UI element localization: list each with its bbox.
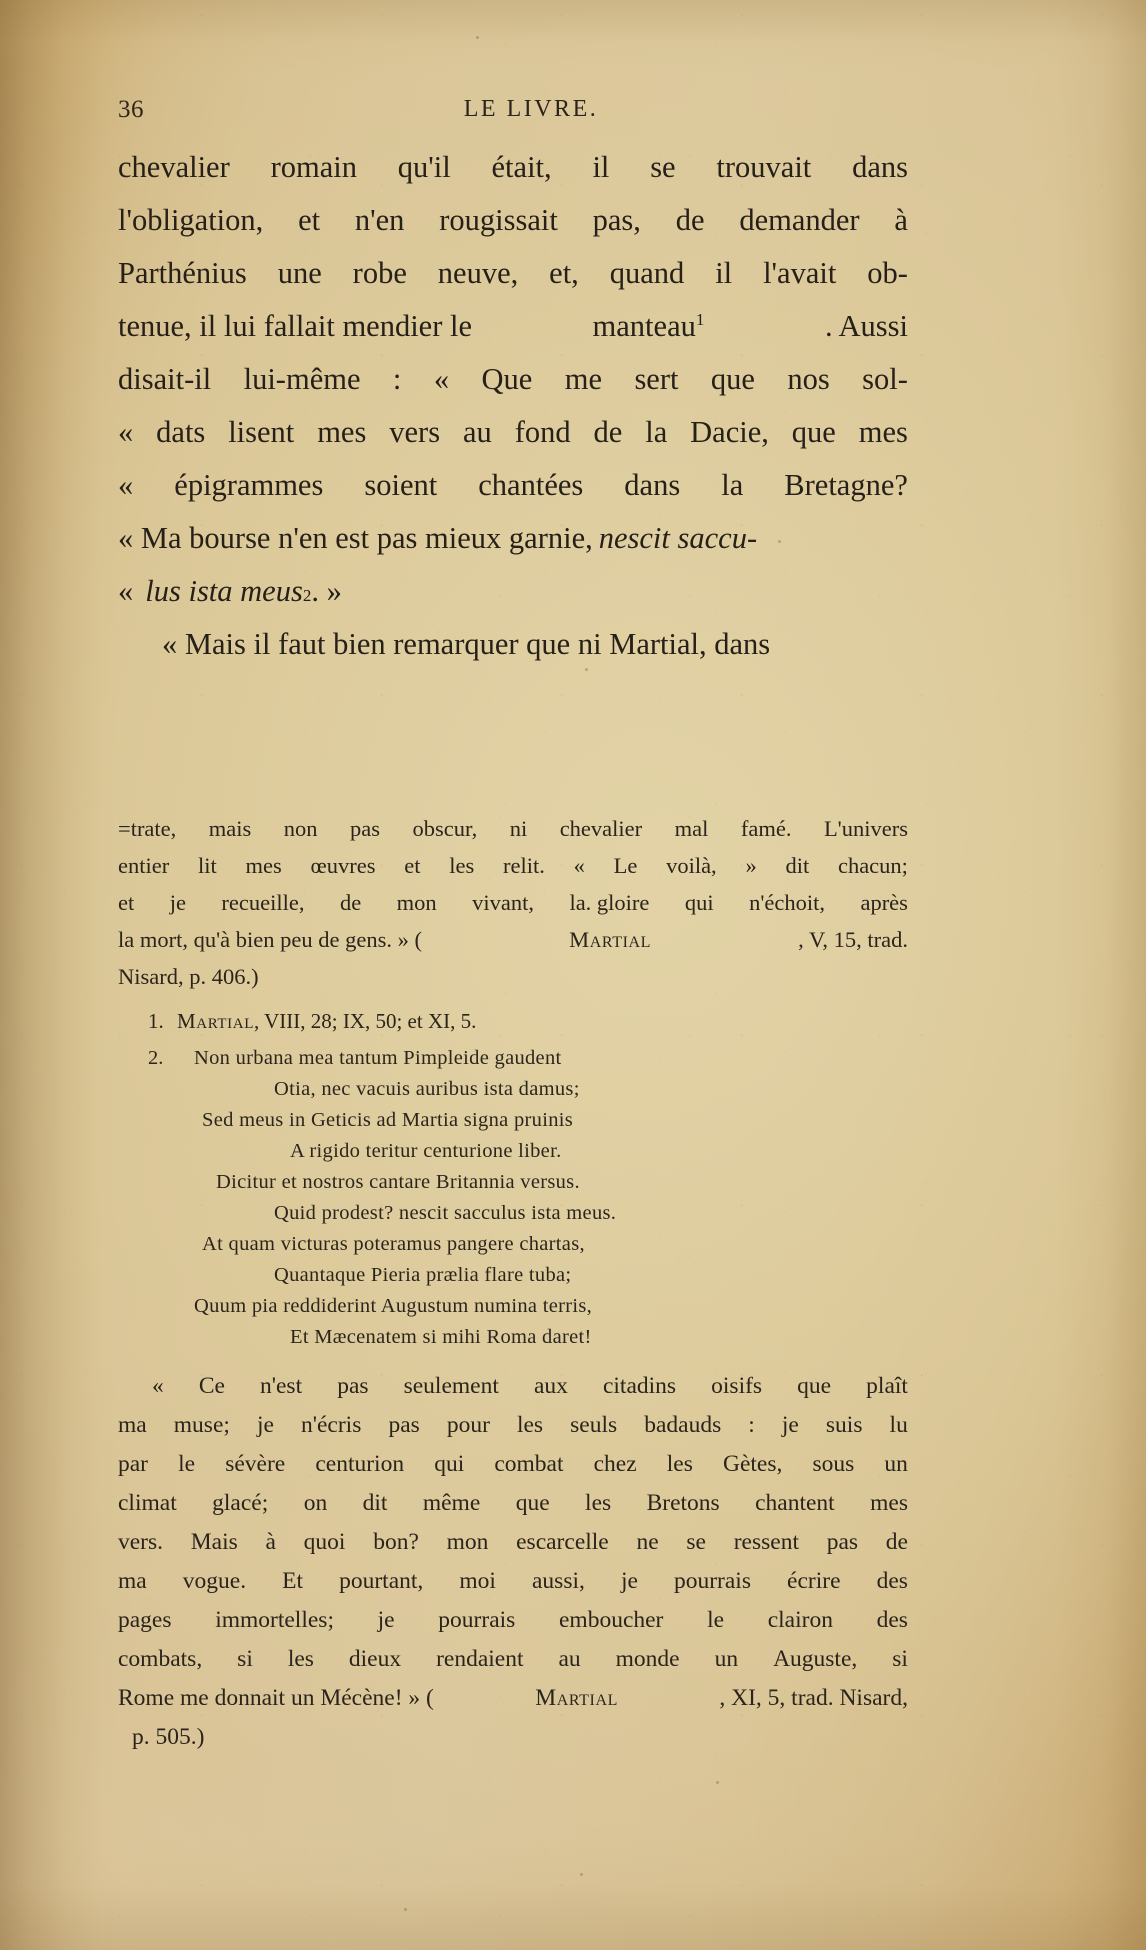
verse-gutter <box>118 1260 194 1291</box>
verse-gutter <box>118 1136 194 1167</box>
author-small-caps: Martial <box>177 1009 254 1033</box>
book-gutter-shadow <box>0 0 118 1950</box>
verse-gutter <box>118 1074 194 1105</box>
verse-line-row <box>118 1291 908 1322</box>
footnote-line: ma vogue. Et pourtant, moi aussi, je pourrais écrire des <box>118 1568 908 1594</box>
verse-line: Quantaque Pieria prælia flare tuba; <box>274 1264 572 1286</box>
footnote-line: climat glacé; on dit même que les Bretons chantent mes <box>118 1490 908 1516</box>
footnote-continuation-paragraph <box>118 818 908 1003</box>
verse-line: Dicitur et nostros cantare Britannia versus. <box>216 1171 580 1193</box>
body-line <box>118 629 908 682</box>
verse-line: Quum pia reddiderint Augustum numina terris, <box>194 1295 593 1317</box>
footnote-ref-1: manteau$^1$ <box>592 309 705 343</box>
body-line <box>118 523 908 576</box>
body-line-roman: « Ma bourse n'en est pas mieux garnie, <box>118 521 593 555</box>
body-line: Parthénius une robe neuve, et, quand il l'avait ob- <box>118 256 908 290</box>
footnote-line: pages immortelles; je pourrais emboucher le clairon des <box>118 1607 908 1633</box>
verse-line-row <box>118 1322 908 1353</box>
verse-line-row <box>118 1105 908 1136</box>
body-line-italic-latin: nescit saccu- <box>598 521 758 555</box>
verse-line-row <box>118 1136 908 1167</box>
body-line-segment: « Mais il faut bien remarquer que ni Martial, dans <box>162 627 771 661</box>
body-line: l'obligation, et n'en rougissait pas, de demander à <box>118 203 908 237</box>
body-line: « lus ista meus 2 . » <box>118 574 342 608</box>
ink-fleck <box>716 1781 719 1784</box>
verse-line: Sed meus in Geticis ad Martia signa pruinis <box>202 1109 574 1131</box>
footnote-line: ma muse; je n'écris pas pour les seuls badauds : je suis lu <box>118 1412 908 1438</box>
running-head <box>118 96 908 136</box>
footnote-line: Rome me donnait un Mécène! » ( Martial , XI, 5, trad. Nisard, <box>118 1685 908 1711</box>
page-right-edge-shadow <box>1056 0 1146 1950</box>
verse-line-row <box>118 1260 908 1291</box>
verse-line-row <box>118 1229 908 1260</box>
verse-line: Et Mæcenatem si mihi Roma daret! <box>290 1326 592 1348</box>
body-line-italic-latin: lus ista meus <box>145 574 303 608</box>
author-small-caps: Martial <box>535 1685 619 1711</box>
footnote-item-1: 1. Martial, VIII, 28; IX, 50; et XI, 5. <box>148 1009 477 1033</box>
author-small-caps: Martial <box>569 927 652 952</box>
verse-line-row <box>118 1198 908 1229</box>
body-line: « dats lisent mes vers au fond de la Dacie, que mes <box>118 415 908 449</box>
main-body-text <box>118 152 908 682</box>
footnote-line: par le sévère centurion qui combat chez les Gètes, sous un <box>118 1451 908 1477</box>
footnote-translation-paragraph <box>118 1375 908 1765</box>
ink-fleck <box>580 1873 583 1876</box>
body-line: « épigrammes soient chantées dans la Bretagne? <box>118 468 908 502</box>
verse-line: At quam victuras poteramus pangere chartas, <box>202 1233 585 1255</box>
verse-line-row <box>118 1167 908 1198</box>
body-line: disait-il lui-même : « Que me sert que nos sol- <box>118 362 908 396</box>
verse-line: Otia, nec vacuis auribus ista damus; <box>274 1078 580 1100</box>
verse-line: Non urbana mea tantum Pimpleide gaudent <box>194 1047 562 1069</box>
footnote-line: et je recueille, de mon vivant, la. gloire qui n'échoit, après <box>118 890 908 915</box>
body-line-segment: tenue, il lui fallait mendier le <box>118 309 473 343</box>
verse-line-row <box>118 1043 908 1074</box>
ink-fleck <box>404 1908 407 1911</box>
footnote-line: p. 505.) <box>132 1724 205 1750</box>
verse-gutter <box>118 1198 194 1229</box>
page-bottom-edge-shadow <box>0 1840 1146 1950</box>
body-line: chevalier romain qu'il était, il se trouvait dans <box>118 150 908 184</box>
ink-fleck <box>476 36 479 39</box>
footnote-marker: 1 <box>695 309 705 329</box>
footnote-line: vers. Mais à quoi bon? mon escarcelle ne se ressent pas de <box>118 1529 908 1555</box>
body-line: tenue, il lui fallait mendier le manteau$^1$ . Aussi <box>118 309 908 343</box>
verse-gutter <box>118 1105 194 1136</box>
footnote-line: =trate, mais non pas obscur, ni chevalier mal famé. L'univers <box>118 816 908 841</box>
verse-line: A rigido teritur centurione liber. <box>290 1140 562 1162</box>
footnote-line: « Ce n'est pas seulement aux citadins oisifs que plaît <box>152 1373 908 1399</box>
verse-line-row <box>118 1074 908 1105</box>
footnote-item-2-latin-verse <box>118 1043 908 1353</box>
page-number: 36 <box>118 96 144 123</box>
page-top-edge-shadow <box>0 0 1146 70</box>
running-title: LE LIVRE. <box>463 96 599 122</box>
verse-gutter <box>118 1229 194 1260</box>
footnote-line: Nisard, p. 406.) <box>118 964 259 989</box>
verse-gutter <box>118 1322 194 1353</box>
page-text-block <box>118 96 908 682</box>
footnote-number: 1. <box>148 1009 164 1033</box>
footnote-number: 2. <box>148 1047 164 1069</box>
verse-gutter <box>118 1167 194 1198</box>
verse-line: Quid prodest? nescit sacculus ista meus. <box>274 1202 617 1224</box>
footnote-line: la mort, qu'à bien peu de gens. » ( Martial , V, 15, trad. <box>118 927 908 952</box>
footnote-line: entier lit mes œuvres et les relit. « Le voilà, » dit chacun; <box>118 853 908 878</box>
footnote-line: combats, si les dieux rendaient au monde un Auguste, si <box>118 1646 908 1672</box>
footnote-apparatus <box>118 818 908 1765</box>
verse-gutter <box>118 1291 194 1322</box>
